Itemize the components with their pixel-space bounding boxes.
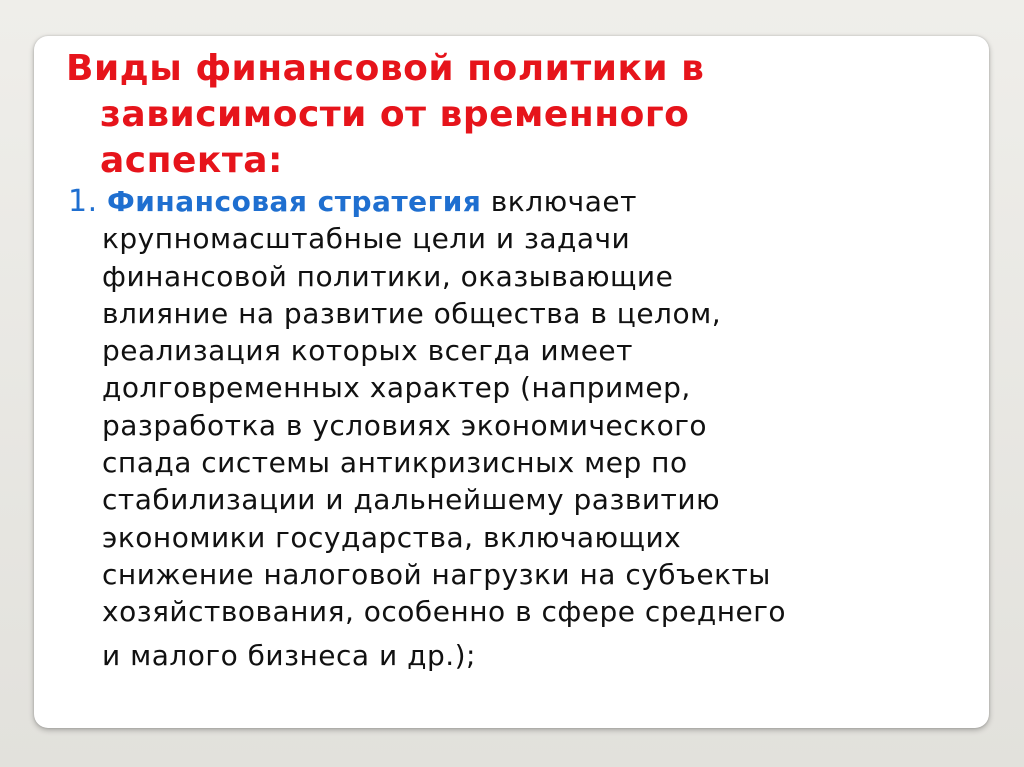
body-line: реализация которых всегда имеет: [102, 334, 633, 368]
title-line: Виды финансовой политики в: [66, 48, 705, 89]
body-line: снижение налоговой нагрузки на субъекты: [102, 557, 771, 591]
body-line: разработка в условиях экономического: [102, 408, 708, 442]
body-line: и малого бизнеса и др.);: [102, 638, 476, 672]
list-item-body: [68, 183, 948, 674]
list-item-first-line: [68, 183, 948, 220]
body-line: крупномасштабные цели и задачи: [102, 222, 631, 256]
body-line: спада системы антикризисных мер по: [102, 446, 688, 480]
slide-title: [66, 46, 806, 184]
body-line: влияние на развитие общества в целом,: [102, 296, 722, 330]
body-line: финансовой политики, оказывающие: [102, 259, 674, 293]
body-line: хозяйствования, особенно в сфере среднего: [102, 595, 787, 629]
title-line: зависимости от временного: [100, 94, 690, 135]
body-line: долговременных характер (например,: [102, 371, 691, 405]
body-text-fragment: включает: [490, 185, 637, 218]
body-line: экономики государства, включающих: [102, 520, 682, 554]
title-line: аспекта:: [100, 140, 283, 181]
highlighted-term: Финансовая стратегия: [107, 185, 482, 218]
body-line: стабилизации и дальнейшему развитию: [102, 483, 721, 517]
list-number: 1.: [68, 184, 98, 219]
